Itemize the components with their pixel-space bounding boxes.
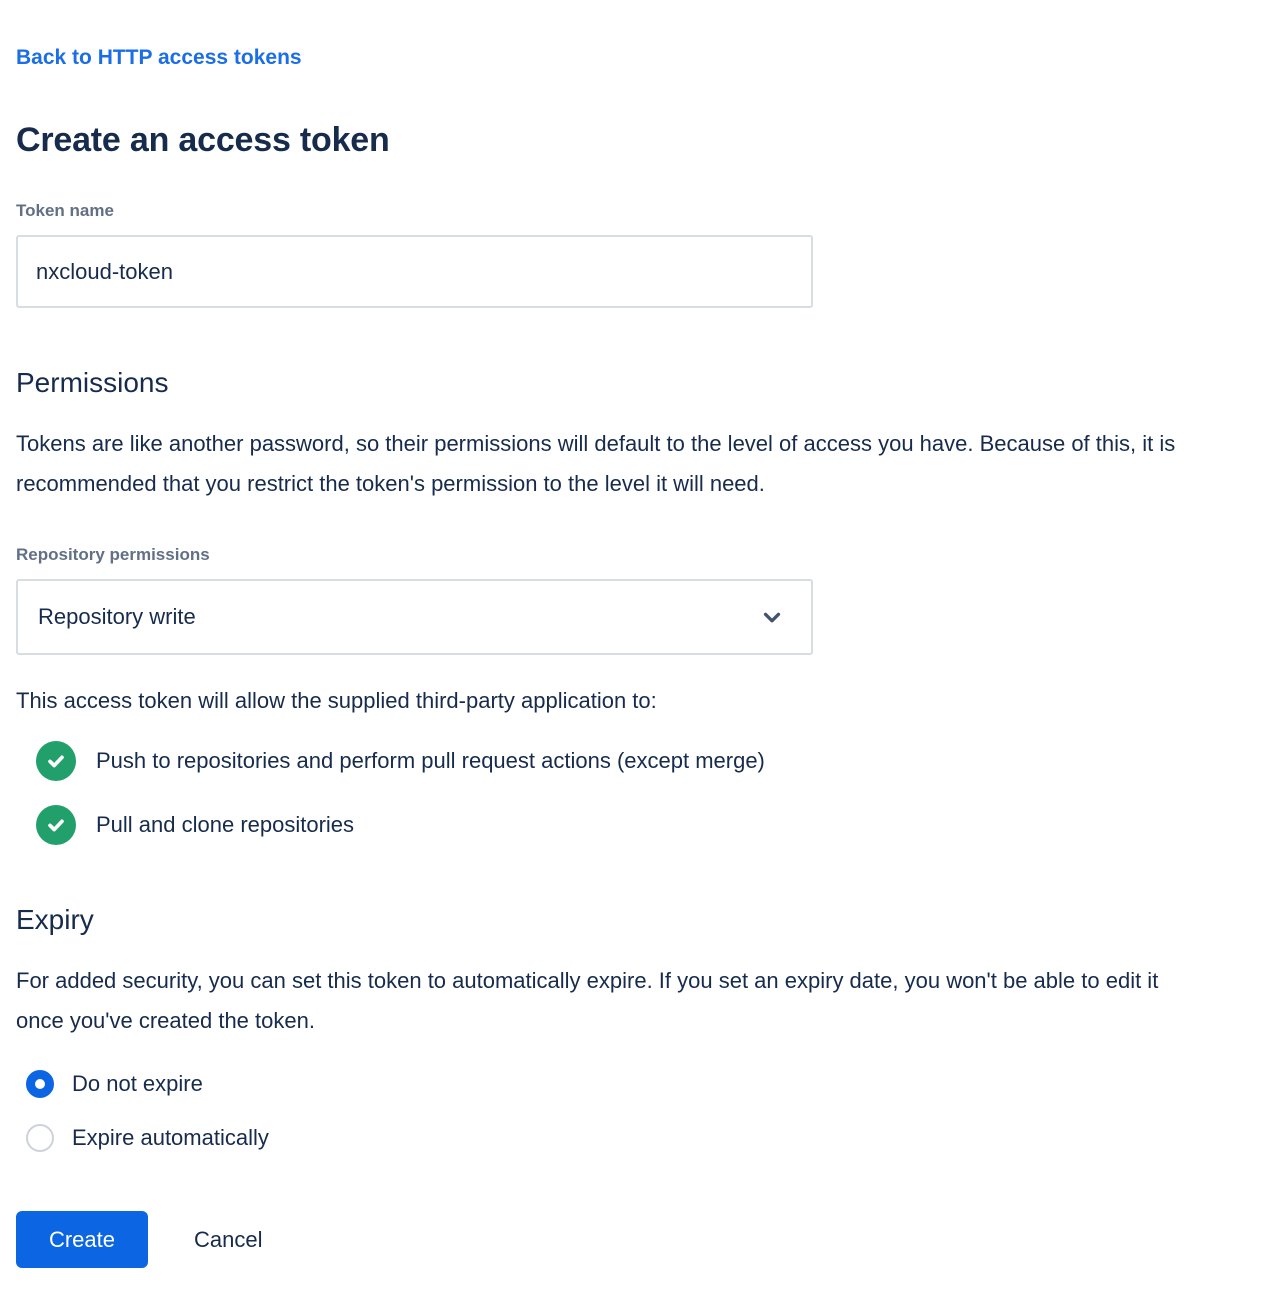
- chevron-down-icon: [759, 604, 785, 630]
- capability-push-text: Push to repositories and perform pull request actions (except merge): [96, 748, 765, 773]
- repository-permissions-select[interactable]: [16, 579, 813, 655]
- radio-selected-icon[interactable]: [26, 1070, 54, 1098]
- expiry-heading: Expiry: [16, 904, 94, 935]
- access-token-allow-intro: This access token will allow the supplied third-party application to:: [16, 688, 657, 713]
- back-to-http-access-tokens-link[interactable]: Back to HTTP access tokens: [16, 46, 302, 69]
- repository-permissions-selected-value: Repository write: [38, 604, 196, 629]
- page-title: Create an access token: [16, 121, 390, 159]
- form-actions: [16, 1211, 1210, 1268]
- capability-row-push: [36, 741, 1210, 781]
- permissions-heading: Permissions: [16, 367, 169, 398]
- radio-unselected-icon[interactable]: [26, 1124, 54, 1152]
- repository-permissions-label: Repository permissions: [16, 545, 210, 564]
- radio-do-not-expire-label: Do not expire: [72, 1071, 203, 1096]
- create-button[interactable]: Create: [16, 1211, 148, 1268]
- radio-expire-automatically-label: Expire automatically: [72, 1125, 269, 1150]
- permissions-description: Tokens are like another password, so their permissions will default to the level of access you have. Because of this, it is recommended that you restrict the token's permission to the level it will need.: [16, 431, 1176, 496]
- expiry-radio-group: [16, 1067, 1210, 1155]
- capability-row-pull: [36, 805, 1210, 845]
- radio-expire-automatically[interactable]: [26, 1121, 1210, 1155]
- expiry-description: For added security, you can set this token to automatically expire. If you set an expiry date, you won't be able to edit it once you've created the token.: [16, 968, 1159, 1033]
- token-name-input[interactable]: [16, 235, 813, 308]
- token-name-label: Token name: [16, 201, 114, 220]
- check-icon: [36, 741, 76, 781]
- cancel-button[interactable]: Cancel: [188, 1217, 268, 1263]
- capability-pull-text: Pull and clone repositories: [96, 812, 355, 837]
- check-icon: [36, 805, 76, 845]
- radio-do-not-expire[interactable]: [26, 1067, 1210, 1101]
